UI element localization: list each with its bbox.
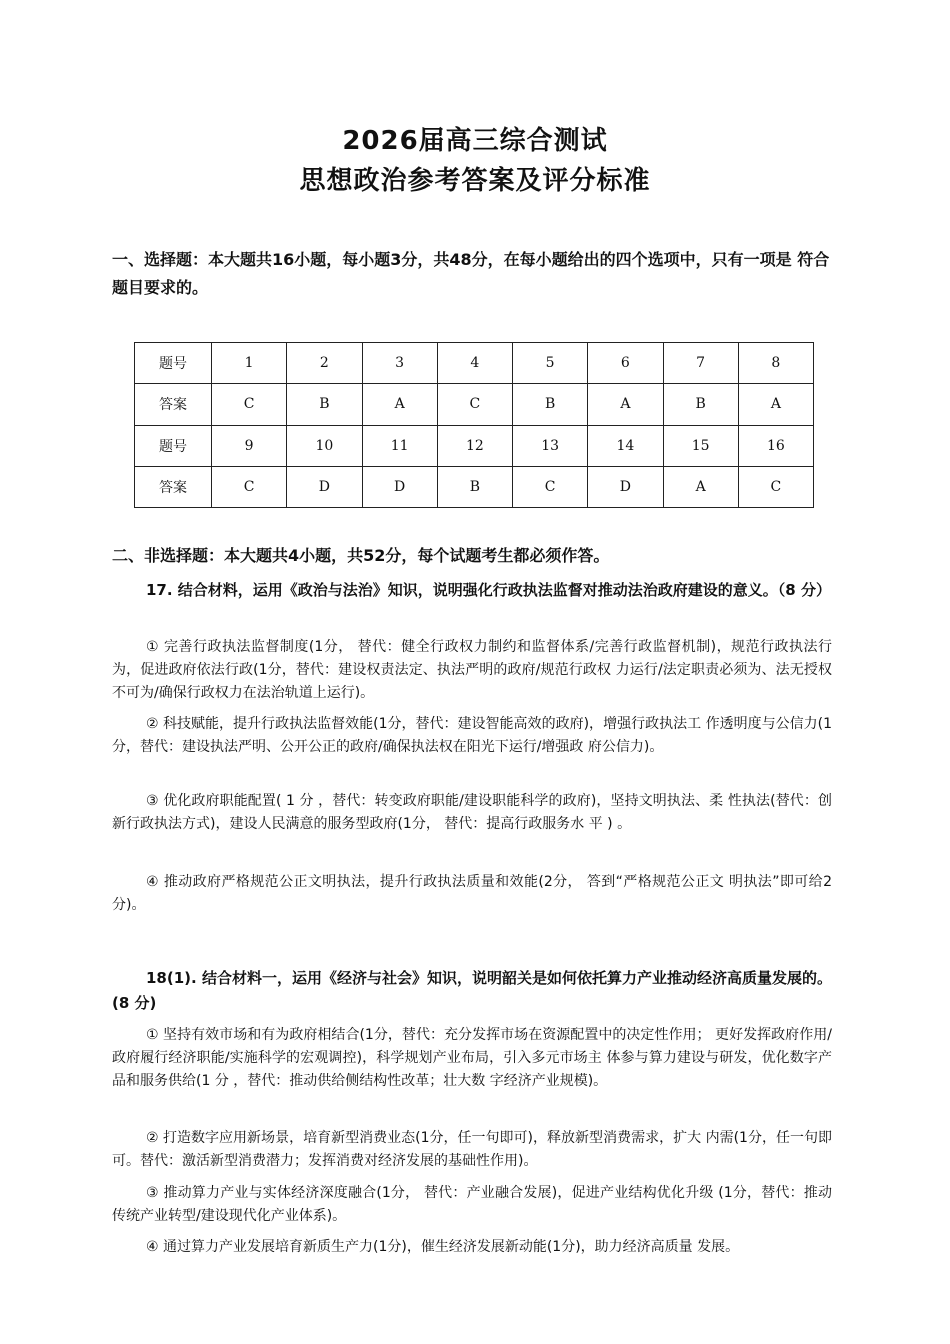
table-cell: C [437, 384, 512, 425]
section-2-heading: 二、非选择题：本大题共4小题，共52分，每个试题考生都必须作答。 [112, 546, 610, 565]
table-cell: B [287, 384, 362, 425]
table-cell: 6 [588, 343, 663, 384]
question-17: 17. 结合材料，运用《政治与法治》知识，说明强化行政执法监督对推动法治政府建设的意义。（8 分） [146, 581, 831, 599]
table-cell: C [738, 466, 813, 507]
answer-point-18-1: ① 坚持有效市场和有为政府相结合(1分，替代：充分发挥市场在资源配置中的决定性作用； 更好发挥政府作用/政府履行经济职能/实施科学的宏观调控)，科学规划产业布局，引入多元市场主 体参与算力建设与研发，优化数字产品和服务供给(1 分 ，替代：推动供给侧结构性改革；壮大数 字经济产业规模)。 [112, 1027, 832, 1089]
table-cell: 13 [513, 425, 588, 466]
answer-point-17-1: ① 完善行政执法监督制度(1分， 替代：健全行政权力制约和监督体系/完善行政监督机制)，规范行政执法行为，促进政府依法行政(1分，替代：建设权责法定、执法严明的政府/规范行政权 力运行/法定职责必须为、法无授权不可为/确保行政权力在法治轨道上运行)。 [112, 639, 832, 701]
table-cell: 10 [287, 425, 362, 466]
answer-point-18-3: ③ 推动算力产业与实体经济深度融合(1分， 替代：产业融合发展)，促进产业结构优化升级 (1分，替代：推动传统产业转型/建设现代化产业体系)。 [112, 1185, 832, 1224]
table-cell: B [513, 384, 588, 425]
page-subtitle: 思想政治参考答案及评分标准 [299, 166, 651, 196]
row-label: 题号 [135, 425, 212, 466]
question-18-1: 18(1). 结合材料一，运用《经济与社会》知识，说明韶关是如何依托算力产业推动经济高质量发展的。(8 分) [112, 969, 832, 1012]
table-cell: 14 [588, 425, 663, 466]
table-cell: 12 [437, 425, 512, 466]
answer-point-18-2: ② 打造数字应用新场景，培育新型消费业态(1分，任一句即可)，释放新型消费需求，扩大 内需(1分，任一句即可。替代：激活新型消费潜力；发挥消费对经济发展的基础性作用)。 [112, 1130, 832, 1169]
table-cell: C [212, 384, 287, 425]
table-cell: 2 [287, 343, 362, 384]
row-label: 题号 [135, 343, 212, 384]
answer-table [134, 342, 814, 508]
table-cell: B [663, 384, 738, 425]
table-cell: C [212, 466, 287, 507]
table-cell: 11 [362, 425, 437, 466]
table-row [135, 343, 814, 384]
row-label: 答案 [135, 384, 212, 425]
table-cell: D [362, 466, 437, 507]
table-cell: 1 [212, 343, 287, 384]
table-cell: 3 [362, 343, 437, 384]
table-row [135, 384, 814, 425]
section-1-heading: 一、选择题：本大题共16小题，每小题3分，共48分，在每小题给出的四个选项中，只有一项是 符合题目要求的。 [112, 250, 830, 297]
table-cell: A [588, 384, 663, 425]
answer-point-17-2: ② 科技赋能，提升行政执法监督效能(1分，替代：建设智能高效的政府)，增强行政执法工 作透明度与公信力(1分，替代：建设执法严明、公开公正的政府/确保执法权在阳光下运行/增强政 府公信力)。 [112, 716, 832, 755]
table-cell: A [362, 384, 437, 425]
table-cell: 7 [663, 343, 738, 384]
table-cell: D [588, 466, 663, 507]
table-cell: C [513, 466, 588, 507]
table-cell: 5 [513, 343, 588, 384]
answer-point-17-3: ③ 优化政府职能配置( 1 分 ，替代：转变政府职能/建设职能科学的政府)，坚持文明执法、柔 性执法(替代：创新行政执法方式)，建设人民满意的服务型政府(1分， 替代：提高行政服务水 平 ) 。 [112, 793, 832, 832]
table-row [135, 425, 814, 466]
answer-point-18-4: ④ 通过算力产业发展培育新质生产力(1分)，催生经济发展新动能(1分)，助力经济高质量 发展。 [146, 1239, 740, 1255]
row-label: 答案 [135, 466, 212, 507]
table-cell: 4 [437, 343, 512, 384]
table-cell: A [738, 384, 813, 425]
table-cell: 16 [738, 425, 813, 466]
page-title: 2026届高三综合测试 [342, 126, 608, 156]
table-cell: 15 [663, 425, 738, 466]
answer-point-17-4: ④ 推动政府严格规范公正文明执法，提升行政执法质量和效能(2分， 答到“严格规范公正文 明执法”即可给2分)。 [112, 874, 832, 913]
table-row [135, 466, 814, 507]
table-cell: 8 [738, 343, 813, 384]
table-cell: B [437, 466, 512, 507]
table-cell: 9 [212, 425, 287, 466]
table-cell: D [287, 466, 362, 507]
table-cell: A [663, 466, 738, 507]
